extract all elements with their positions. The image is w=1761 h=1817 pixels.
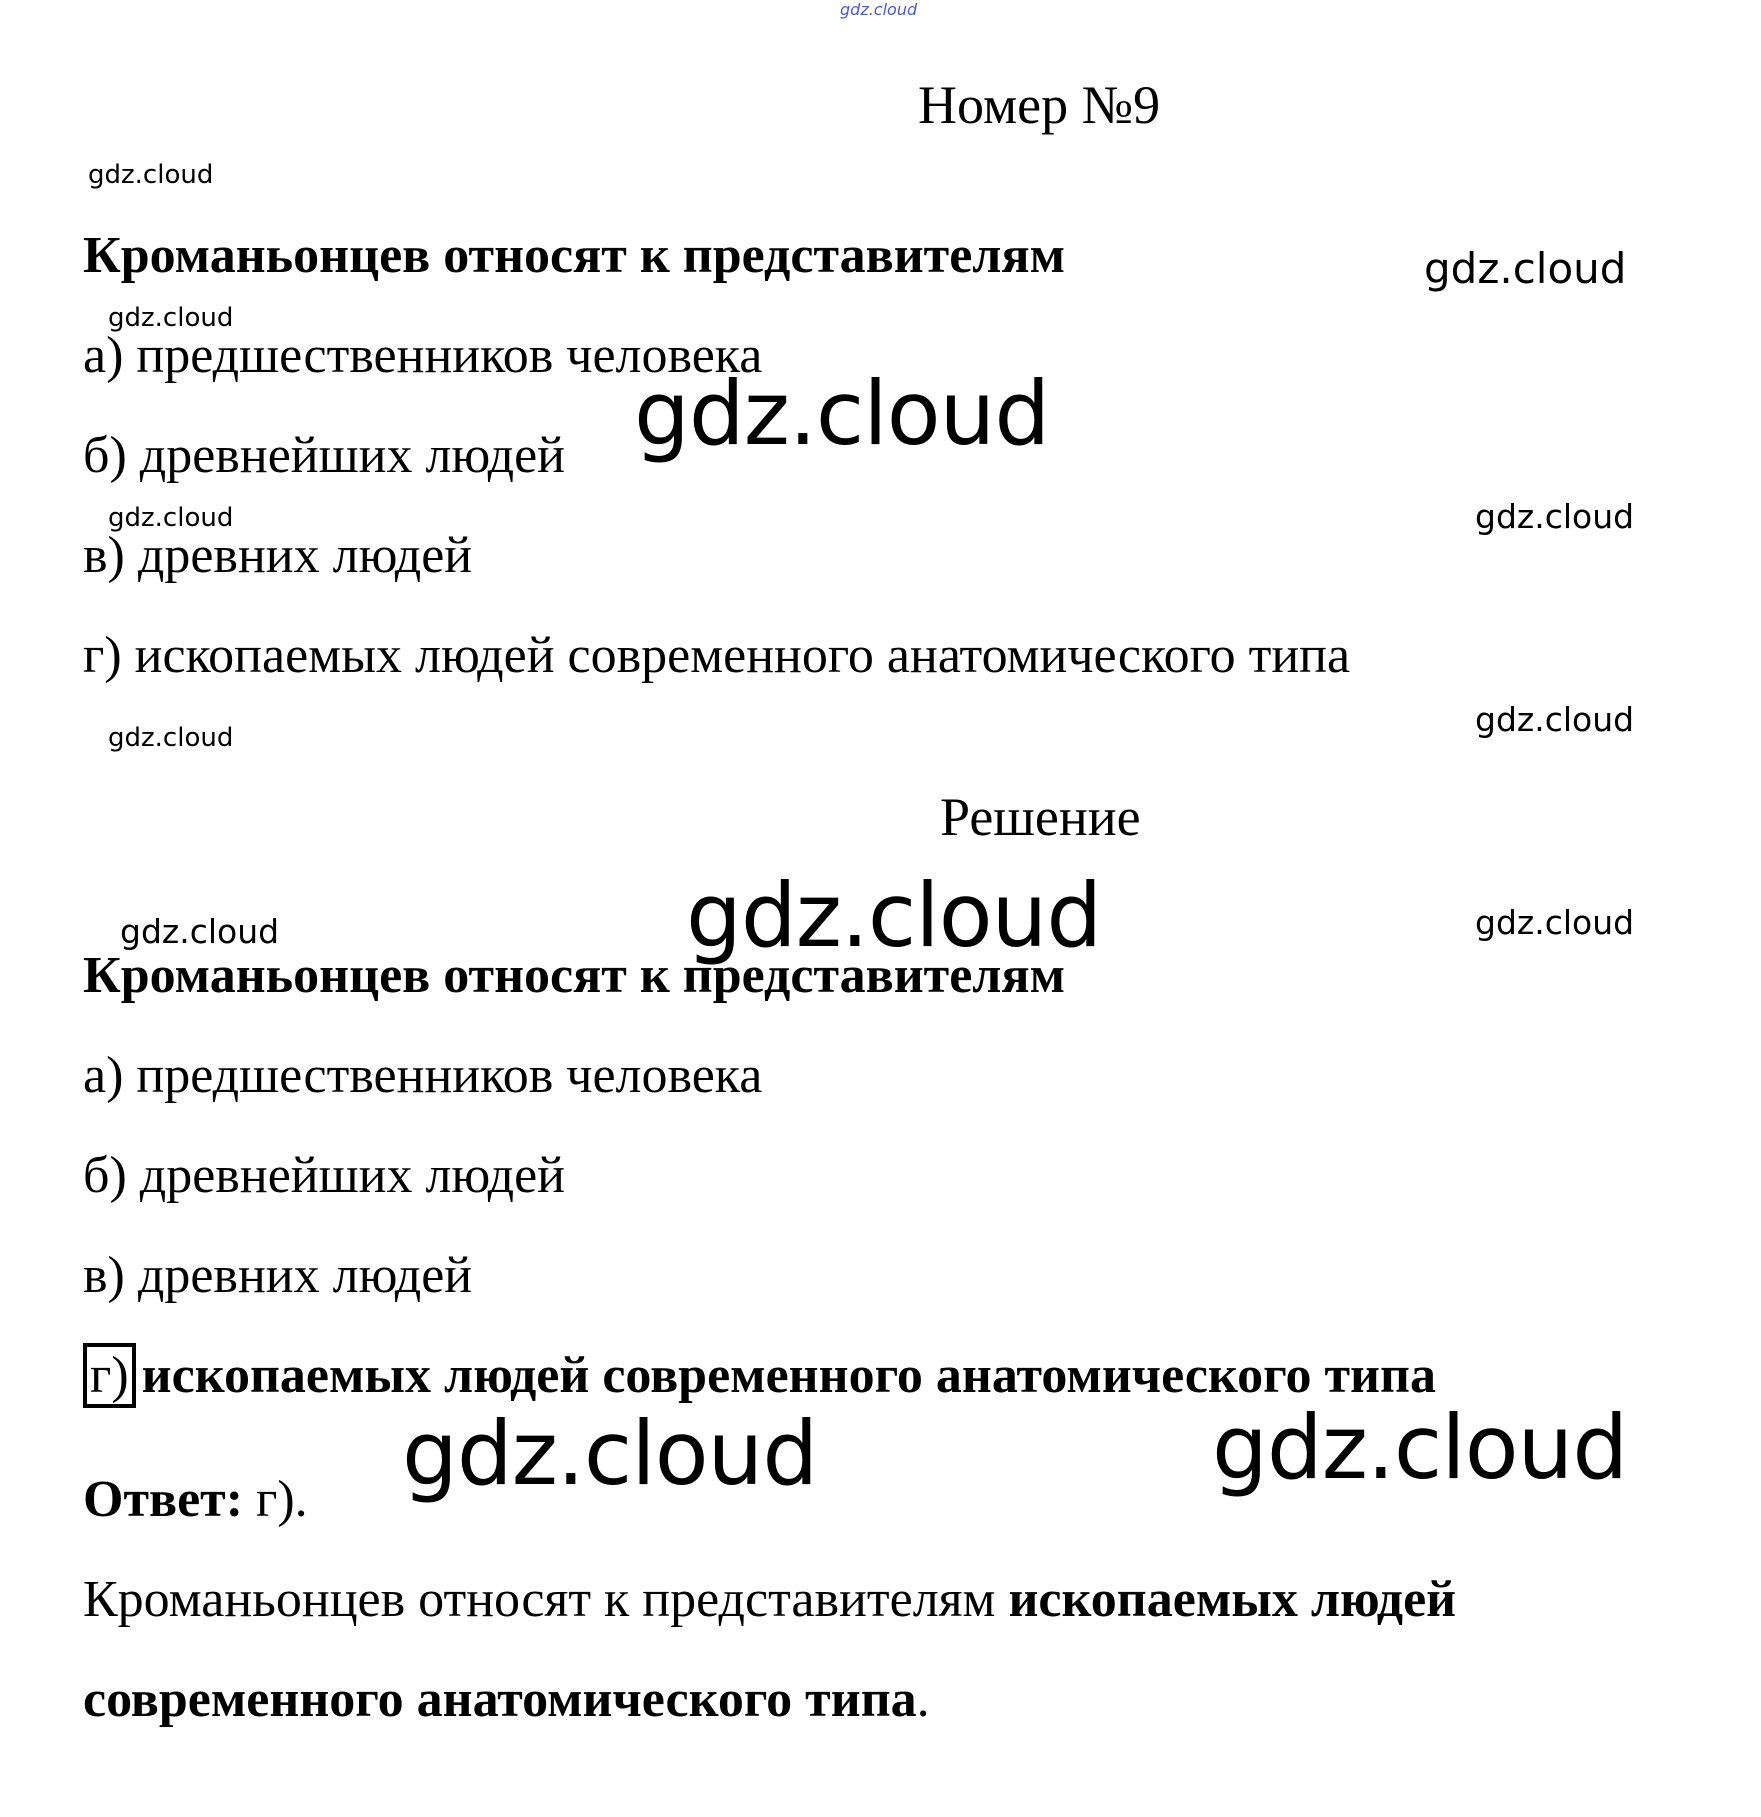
watermark: gdz.cloud (88, 160, 214, 190)
option-d: г) ископаемых людей современного анатомического типа (83, 627, 1351, 684)
explanation-bold-2: современного анатомического типа (83, 1671, 917, 1728)
solution-option-d (83, 1343, 1436, 1408)
watermark: gdz.cloud (120, 912, 280, 951)
watermark: gdz.cloud (402, 1402, 818, 1505)
watermark: gdz.cloud (108, 723, 234, 753)
watermark: gdz.cloud (1475, 700, 1635, 739)
solution-option-c: в) древних людей (83, 1247, 473, 1304)
explanation-line-1 (83, 1571, 1457, 1628)
solution-heading: Решение (940, 787, 1141, 847)
question-text: Кроманьонцев относят к представителям (83, 227, 1066, 284)
answer-line (83, 1471, 308, 1528)
watermark: gdz.cloud (634, 362, 1050, 465)
watermark: gdz.cloud (1212, 1396, 1628, 1499)
explanation-end: . (916, 1671, 930, 1728)
option-c: в) древних людей (83, 527, 473, 584)
watermark: gdz.cloud (1424, 244, 1627, 293)
selected-option-box: г) (83, 1343, 136, 1408)
page-title: Номер №9 (918, 75, 1161, 135)
watermark: gdz.cloud (1475, 497, 1635, 536)
explanation-bold-1: ископаемых людей (1008, 1571, 1457, 1628)
watermark: gdz.cloud (108, 303, 234, 333)
watermark: gdz.cloud (840, 0, 918, 19)
option-b: б) древнейших людей (83, 427, 565, 484)
option-a: а) предшественников человека (83, 327, 763, 384)
answer-value: г). (243, 1471, 308, 1528)
watermark: gdz.cloud (108, 503, 234, 533)
watermark: gdz.cloud (1475, 903, 1635, 942)
solution-option-b: б) древнейших людей (83, 1147, 565, 1204)
answer-label: Ответ: (83, 1471, 244, 1528)
watermark: gdz.cloud (686, 864, 1102, 967)
solution-question: Кроманьонцев относят к представителям (83, 947, 1066, 1004)
solution-option-a: а) предшественников человека (83, 1047, 763, 1104)
explanation-text: Кроманьонцев относят к представителям (83, 1571, 1009, 1628)
selected-option-text: ископаемых людей современного анатомического типа (141, 1347, 1436, 1404)
explanation-line-2 (83, 1671, 930, 1728)
